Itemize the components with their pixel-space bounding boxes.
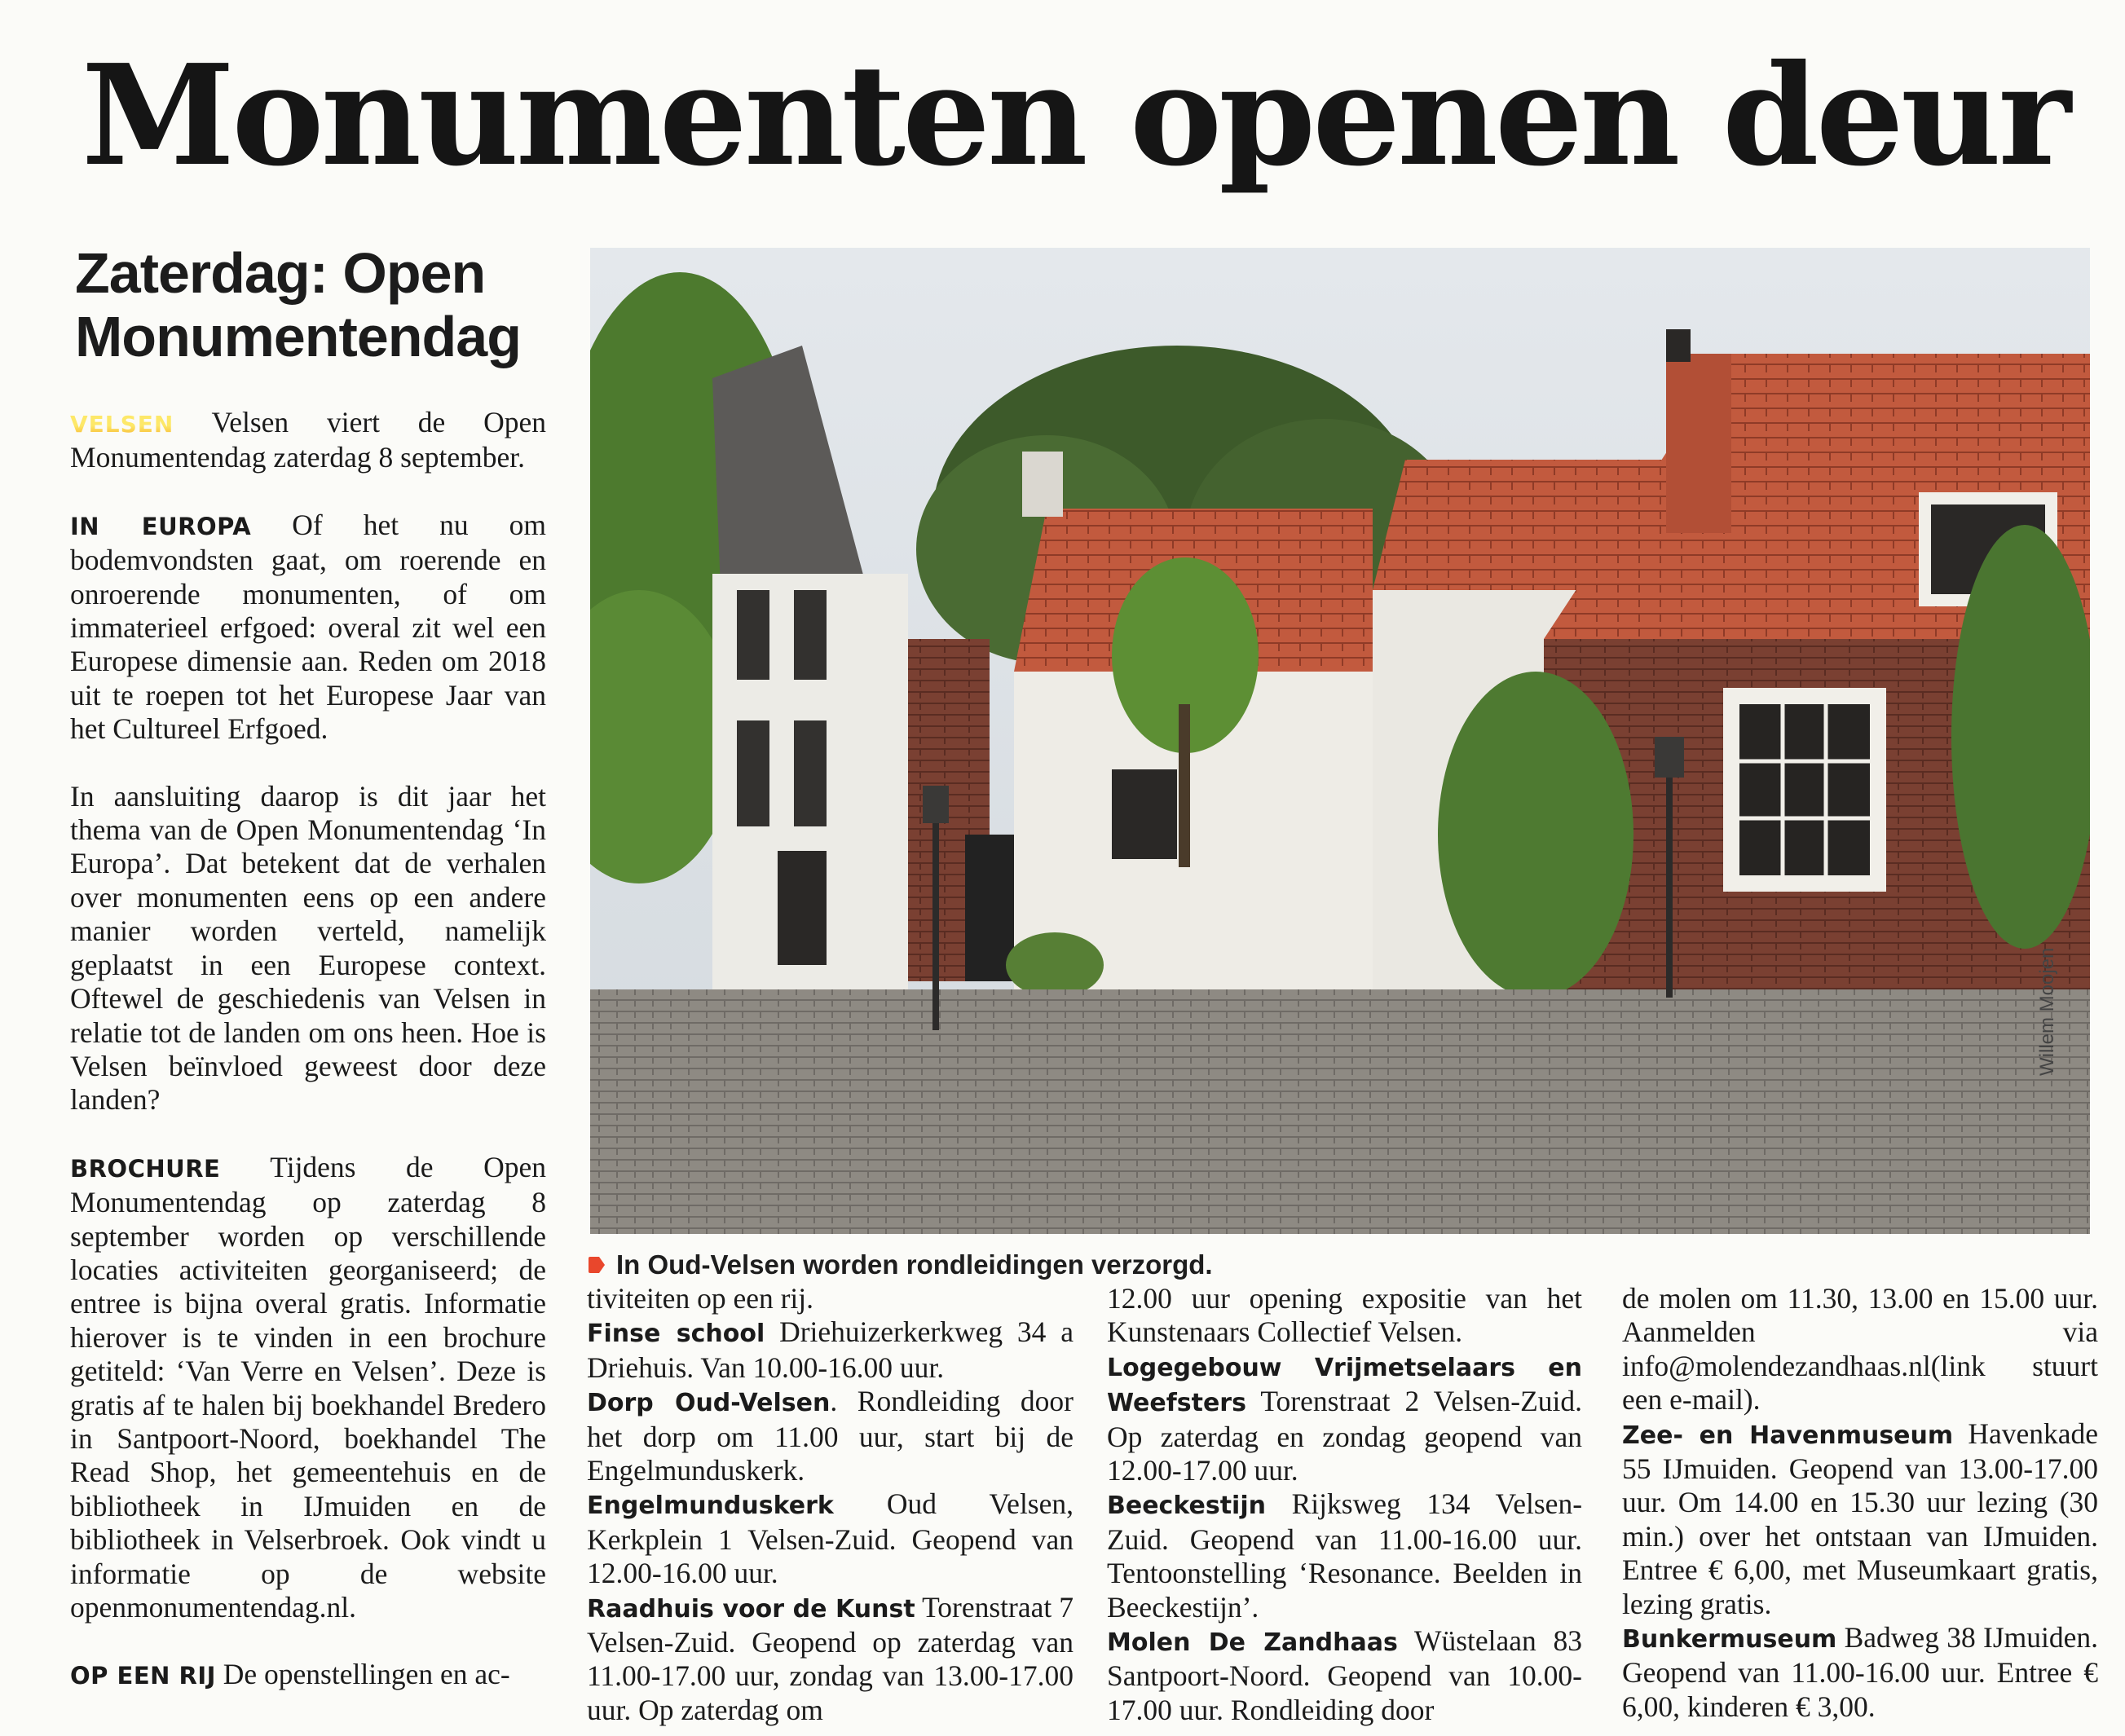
listing-item xyxy=(1107,1487,1582,1624)
photo-caption xyxy=(589,1249,1322,1281)
listing-item xyxy=(1622,1621,2098,1724)
listing-name: Zee- en Havenmuseum xyxy=(1622,1421,1954,1450)
op-een-rij-text: De openstellingen en ac- xyxy=(223,1658,510,1691)
listing-name: Dorp Oud-Velsen xyxy=(587,1389,831,1418)
listing-details: Wüstelaan 83 Santpoort-Noord. Geopend van 10.00-17.00 uur. Rondleiding door xyxy=(1107,1624,1582,1726)
listing-details: . Rondleiding door het dorp om 11.00 uur, start bij de Engelmunduskerk. xyxy=(587,1385,1074,1487)
listing-details: Torenstraat 2 Velsen-Zuid. Op zaterdag en zondag geopend van 12.00-17.00 uur. xyxy=(1107,1385,1582,1487)
listing-continued: de molen om 11.30, 13.00 en 15.00 uur. Aanmelden via info@molendezandhaas.nl(link stuurt een e-mail). xyxy=(1622,1282,2098,1417)
listing-name: Logegebouw Vrijmetselaars en Weefsters xyxy=(1107,1353,1582,1418)
place-tag: VELSEN xyxy=(70,411,174,438)
article-column-4 xyxy=(1622,1282,2098,1724)
listing-name: Engelmunduskerk xyxy=(587,1491,834,1521)
article-column-1 xyxy=(70,406,546,1694)
op-een-rij-label: OP EEN RIJ xyxy=(70,1662,216,1690)
listing-item xyxy=(1107,1350,1582,1488)
photo-credit: Willem Moojen xyxy=(2036,947,2058,1076)
listing-continued: 12.00 uur opening expositie van het Kunstenaars Collectief Velsen. xyxy=(1107,1282,1582,1349)
intro-text: Velsen viert de Open Monumentendag zaterdag 8 september. xyxy=(70,406,546,474)
listing-name: Molen De Zandhaas xyxy=(1107,1628,1398,1658)
listing-item xyxy=(587,1591,1074,1728)
listing-details: Oud Velsen, Kerkplein 1 Velsen-Zuid. Geopend van 12.00-16.00 uur. xyxy=(587,1487,1074,1590)
caption-marker-icon xyxy=(589,1257,605,1273)
listing-details: Havenkade 55 IJmuiden. Geopend van 13.00-17.00 uur. Om 14.00 en 15.30 uur lezing (30 min.) over het ontstaan van IJmuiden. Entree € 6,00, met Museumkaart gratis, lezing gratis. xyxy=(1622,1417,2099,1620)
listing-details: Rijksweg 134 Velsen-Zuid. Geopend van 11.00-16.00 uur. Tentoonstelling ‘Resonance. Beelden in Beeckestijn’. xyxy=(1107,1487,1583,1624)
listing-item xyxy=(1107,1624,1582,1727)
europa-label: IN EUROPA xyxy=(70,512,252,540)
article-photo xyxy=(590,248,2090,1234)
listing-details: Driehuizerkerkweg 34 a Driehuis. Van 10.00-16.00 uur. xyxy=(587,1315,1074,1384)
street-scene-illustration xyxy=(590,248,2090,1234)
europa-text: Of het nu om bodemvondsten gaat, om roerende en onroerende monumenten, of om immaterieel erfgoed: overal zit wel een Europese dimensie aan. Reden om 2018 uit te roepen tot het Europese Jaar van het Cultureel Erfgoed. xyxy=(70,508,546,746)
listing-details: Torenstraat 7 Velsen-Zuid. Geopend op zaterdag van 11.00-17.00 uur, zondag van 13.00-17.00 uur. Op zaterdag om xyxy=(587,1590,1074,1726)
listing-details: Badweg 38 IJmuiden. Geopend van 11.00-16.00 uur. Entree € 6,00, kinderen € 3,00. xyxy=(1622,1621,2099,1723)
caption-text: In Oud-Velsen worden rondleidingen verzorgd. xyxy=(616,1249,1213,1280)
listing-item xyxy=(1622,1417,2098,1621)
brochure-paragraph xyxy=(70,1151,546,1625)
op-een-rij-paragraph xyxy=(70,1658,546,1693)
listing-item xyxy=(587,1385,1074,1487)
article-column-3 xyxy=(1107,1282,1582,1727)
europa-paragraph xyxy=(70,509,546,747)
headline: Monumenten openen deur xyxy=(82,34,2069,197)
subhead-line-2: Monumentendag xyxy=(75,305,521,368)
brochure-label: BROCHURE xyxy=(70,1154,221,1183)
subhead xyxy=(75,241,564,368)
brochure-text: Tijdens de Open Monumentendag op zaterdag 8 september worden op verschillende locaties activiteiten georganiseerd; de entree is bijna overal gratis. Informatie hierover is te vinden in een brochure getiteld: ‘Van Verre en Velsen’. Deze is gratis af te halen bij boekhandel Bredero in Santpoort-Noord, boekhandel The Read Shop, het gemeentehuis en de bibliotheek in IJmuiden en de bibliotheek in Velserbroek. Ook vindt u informatie op de website openmonumentendag.nl. xyxy=(70,1150,547,1624)
cobbled-street xyxy=(590,989,2090,1234)
article-column-2 xyxy=(587,1282,1074,1727)
listing-item xyxy=(587,1487,1074,1590)
listing-name: Bunkermuseum xyxy=(1622,1625,1837,1654)
listing-item xyxy=(587,1315,1074,1385)
subhead-line-1: Zaterdag: Open xyxy=(75,241,486,305)
intro-paragraph xyxy=(70,406,546,475)
listing-name: Beeckestijn xyxy=(1107,1491,1266,1521)
listing-name: Raadhuis voor de Kunst xyxy=(587,1594,915,1624)
listing-name: Finse school xyxy=(587,1320,765,1349)
europa-paragraph-2: In aansluiting daarop is dit jaar het thema van de Open Monumentendag ‘In Europa’. Dat betekent dat de verhalen over monumenten eens op een andere manier worden verteld, namelijk geplaatst in een Europese context. Oftewel de geschiedenis van Velsen in relatie tot de landen om ons heen. Hoe is Velsen beïnvloed geweest door deze landen? xyxy=(70,779,546,1117)
op-een-rij-continued: tiviteiten op een rij. xyxy=(587,1282,814,1315)
